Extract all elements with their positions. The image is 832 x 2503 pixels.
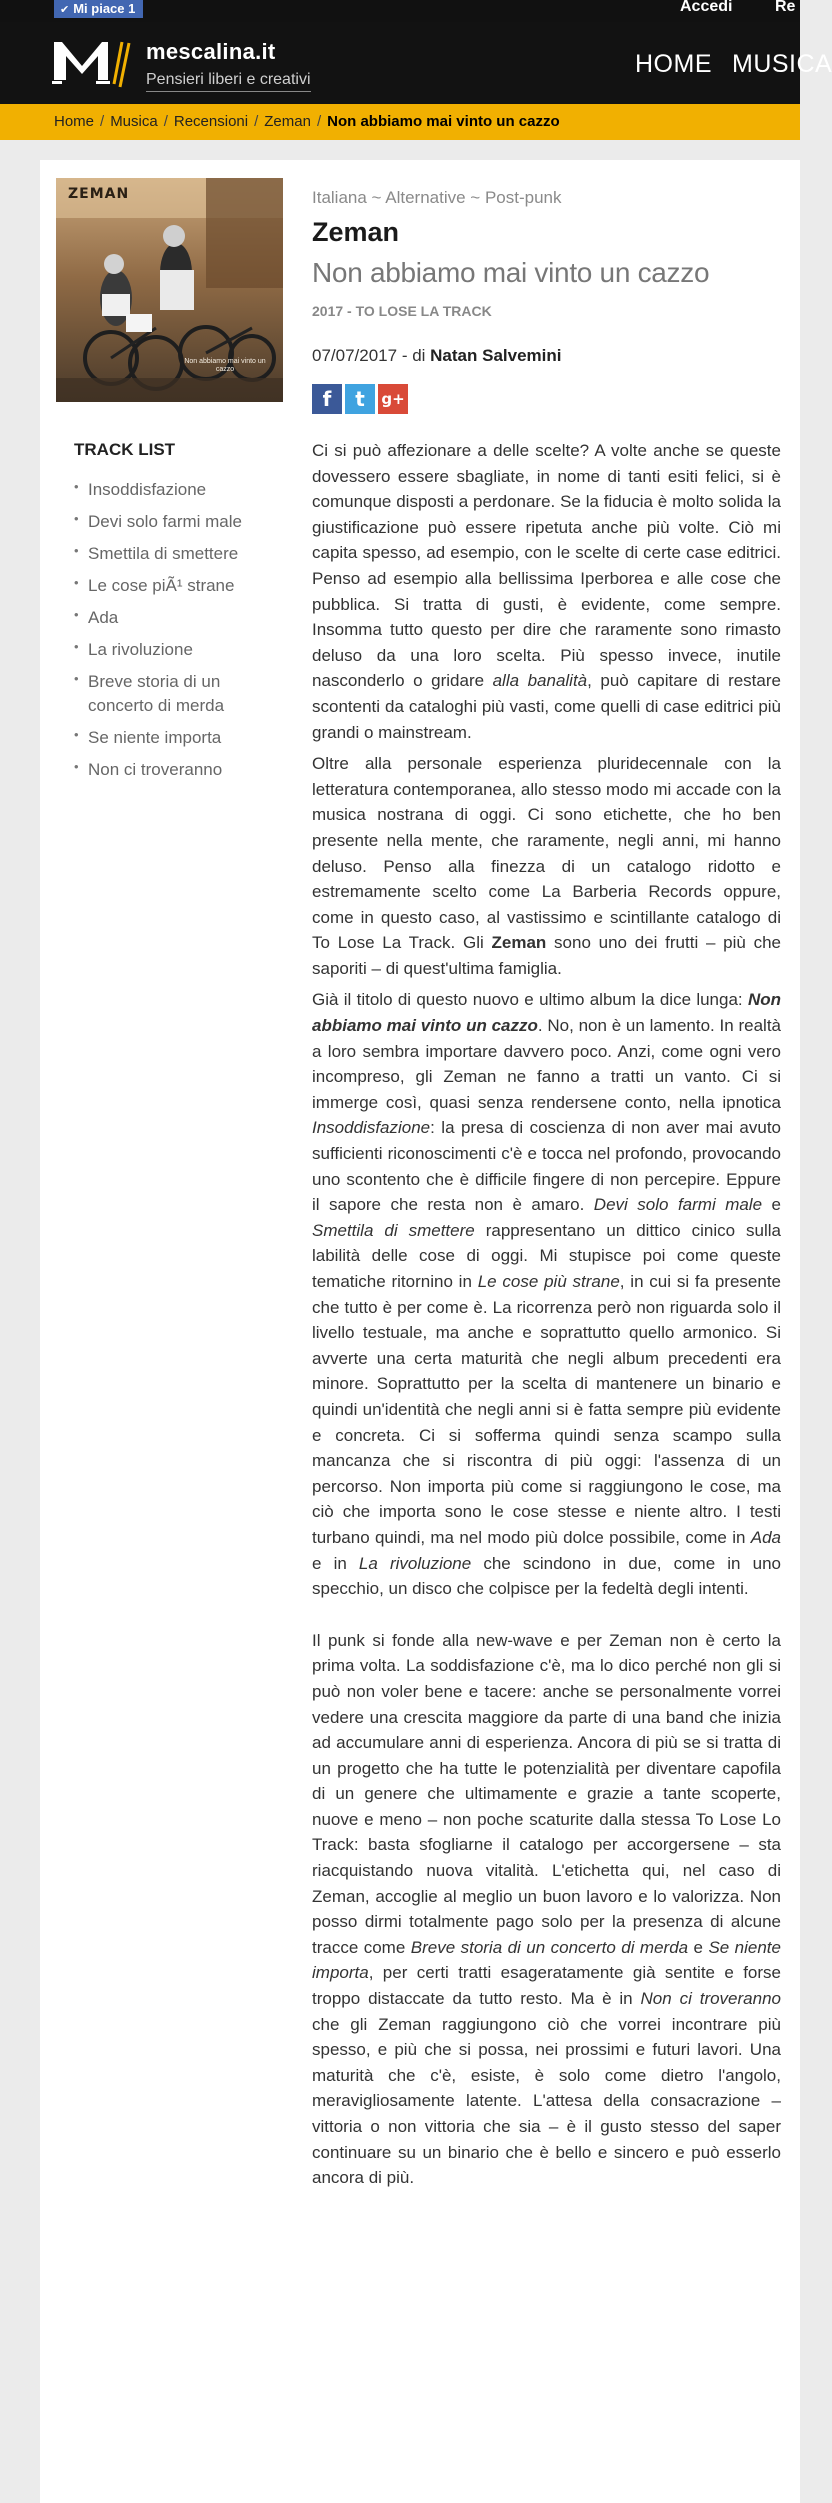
track-item[interactable]: • Breve storia di un concerto di merda [74, 670, 274, 718]
review-italic: Insoddisfazione [312, 1118, 431, 1138]
breadcrumb-separator: / [100, 113, 105, 130]
breadcrumb-separator: / [254, 113, 259, 130]
review-paragraph-4 [312, 1628, 781, 2191]
album-cover [56, 178, 283, 402]
album-title: Non abbiamo mai vinto un cazzo [312, 257, 710, 288]
review-text: : la presa di coscienza di non aver mai avuto sufficienti riconoscimenti c'è e tocca nel profondo, provocando uno scontento che è difficile fingere di non percepire. Eppure il sapore che resta non è amaro. [312, 1118, 781, 1215]
review-text: Ci si può affezionare a delle scelte? A volte anche se queste dovessero essere sbagliate, in nome di tanti esiti felici, si è comunque disposti a perdonare. Se la fiducia è molto solida la giustificazione può essere ripetuta anche più volte. Ciò mi capita spesso, ad esempio, con le scelte di certe case editrici. Penso ad esempio alla bellissima Iperborea e alle cose che pubblica. Si tratta di gusti, è evidente, come sempre. Insomma tutto questo per dire che raramente sono rimasto deluso da una loro scelta. Più spesso invece, inutile nasconderlo o gridare [312, 441, 781, 691]
site-header [0, 22, 832, 104]
breadcrumb-recensioni[interactable]: Recensioni [173, 113, 249, 130]
breadcrumb-bar [0, 104, 800, 140]
review-text: , per certi tratti esageratamente già sentite e forse troppo distaccate da tutto resto. Ma è in [312, 1963, 781, 2009]
review-italic: Breve storia di un concerto di merda [410, 1937, 689, 1957]
facebook-like-label: Mi piace 1 [73, 1, 136, 16]
review-italic: Ada [750, 1527, 781, 1547]
nav-home[interactable]: HOME [635, 50, 712, 78]
track-item[interactable]: • La rivoluzione [74, 638, 274, 662]
review-bold-italic: Non abbiamo mai vinto un cazzo [312, 990, 781, 1036]
review-text: rappresentano un dittico cinico sulla labilità delle cose di oggi. Mi stupisce poi come queste tematiche ritornino in [312, 1220, 781, 1291]
breadcrumb [54, 113, 560, 130]
gplus-share-icon[interactable]: g+ [378, 384, 408, 414]
cover-artist-text: ZEMAN [68, 186, 130, 202]
nav-musica[interactable]: MUSICA [732, 50, 832, 78]
breadcrumb-musica[interactable]: Musica [110, 113, 158, 130]
tracklist [74, 478, 274, 790]
review-text: , può capitare di restare scontenti da cataloghi più vasti, come quelli di case editrici più grandi o mainstream. [312, 671, 781, 742]
review-text: Oltre alla personale esperienza pluridecennale con la letteratura contemporanea, allo stesso modo mi accade con la musica nostrana di oggi. Ci sono etichette, che ho ben presente nella mente, che raramente, negli anni, mi hanno deluso. Penso alla finezza di un catalogo ridotto e estremamente scelto come La Barberia Records oppure, come in questo caso, al vastissimo e scintillante catalogo di To Lose La Track. Gli [312, 754, 781, 953]
review-text: sono uno dei frutti – più che saporiti – di quest'ultima famiglia. [312, 933, 782, 978]
review-text: che gli Zeman raggiungono ciò che vorrei incontrare più spesso, e più che si possa, nei prossimi e futuri lavori. Una maturità che c'è, esiste, è solo come dietro l'angolo, meravigliosamente latente. L'attesa della consacrazione – vittoria o non vittoria che sia – è il gusto stesso del saper continuare su un binario che è bello e sincero e può esserlo ancora di più. [312, 2014, 781, 2188]
track-item[interactable]: • Devi solo farmi male [74, 510, 274, 534]
breadcrumb-zeman[interactable]: Zeman [264, 113, 311, 130]
review-text: Il punk si fonde alla new-wave e per Zeman non è certo la prima volta. La soddisfazione c'è, ma lo dico perché non gli si può non voler bene e tacere: anche se personalmente vorrei vedere una crescita maggiore da parte di una band che inizia ad accumulare anni di esperienza. Ancora di più se si tratta di un progetto che ha tutte le potenzialità per diventare capofila di un genere che ultimamente e grazie a tante scoperte, nuove e meno – non poche scaturite dalla stessa To Lose Lo Track: basta sfogliarne il catalogo per accorgersene – sta riacquistando nuova vitalità. L'etichetta qui, nel caso di Zeman, accoglie al meglio un buon lavoro e lo valorizza. Non posso dirmi totalmente pago solo per la presenza di alcune tracce come [312, 1630, 781, 1957]
artist-name[interactable]: Zeman [312, 217, 400, 247]
breadcrumb-home[interactable]: Home [54, 113, 95, 130]
review-italic: alla banalità [492, 671, 588, 691]
site-name[interactable]: mescalina.it [146, 39, 276, 64]
review-text: Già il titolo di questo nuovo e ultimo album la dice lunga: [312, 990, 748, 1010]
date-separator: - di [397, 346, 431, 365]
facebook-share-icon[interactable]: f [312, 384, 342, 414]
review-date: 07/07/2017 [312, 346, 398, 365]
track-item[interactable]: • Insoddisfazione [74, 478, 274, 502]
share-buttons [312, 384, 411, 414]
facebook-like-button[interactable] [54, 0, 143, 18]
review-text: . No, non è un lamento. In realtà a loro sembra importare davvero poco. Anzi, come ogni vero incompreso, gli Zeman ne fanno a tratti un vanto. Ci si immerge così, quasi senza rendersene conto, nella ipnotica [312, 1016, 781, 1112]
date-author-line [312, 346, 561, 366]
review-text: , in cui si fa presente che tutto è per come è. La ricorrenza però non riguarda solo il livello testuale, ma anche e soprattutto quello armonico. Si avverte una certa maturità che negli album precedenti era minore. Soprattutto per la scelta di mantenere un binario e quindi un'identità che negli anni si è fatta sempre più evidente e concreta. Ci si sofferma quindi senza scampo sulla mancanza che si riscontra di più oggi: l'assenza di un percorso. Non importa più come si raggiungono le cose, ma ciò che importa sono le cose stesse e niente altro. I testi turbano quindi, ma nel modo più dolce possibile, come in [312, 1272, 781, 1547]
breadcrumb-separator: / [163, 113, 168, 130]
breadcrumb-current: Non abbiamo mai vinto un cazzo [327, 113, 560, 130]
review-italic: Se niente importa [312, 1937, 781, 1983]
review-italic: Non ci troveranno [640, 1989, 781, 2009]
site-tagline: Pensieri liberi e creativi [146, 71, 311, 92]
track-item[interactable]: • Smettila di smettere [74, 542, 274, 566]
review-italic: Devi solo farmi male [593, 1195, 763, 1215]
track-item[interactable]: • Non ci troveranno [74, 758, 274, 782]
review-paragraph-1 [312, 438, 781, 745]
review-paragraph-3 [312, 987, 781, 1601]
year-label: 2017 - TO LOSE LA TRACK [312, 303, 492, 319]
review-author[interactable]: Natan Salvemini [430, 346, 562, 365]
breadcrumb-separator: / [316, 113, 322, 130]
review-paragraph-2 [312, 751, 781, 981]
review-italic: La rivoluzione [358, 1553, 472, 1573]
track-item[interactable]: • Ada [74, 606, 274, 630]
thumbs-up-icon: ✔ [60, 4, 70, 16]
genre-line: Italiana ~ Alternative ~ Post-punk [312, 188, 562, 207]
tracklist-heading: TRACK LIST [74, 440, 176, 459]
review-text: e [762, 1195, 781, 1215]
login-link[interactable]: Accedi [680, 0, 733, 15]
register-link[interactable]: Re [775, 0, 796, 15]
top-bar [0, 0, 800, 22]
review-text: e [688, 1937, 709, 1957]
twitter-share-icon[interactable]: t [345, 384, 375, 414]
track-item[interactable]: • Le cose piÃ¹ strane [74, 574, 274, 598]
review-body [312, 438, 781, 2197]
review-italic: Le cose più strane [477, 1272, 620, 1291]
review-text: che scindono in due, come in uno specchio, un disco che colpisce per la fedeltà degli intenti. [312, 1553, 781, 1599]
review-italic: Smettila di smettere [312, 1220, 475, 1240]
logo-slash-icon [118, 42, 130, 88]
review-bold: Zeman [491, 933, 547, 953]
review-text: e in [312, 1553, 359, 1573]
site-logo-icon[interactable] [52, 36, 112, 86]
track-item[interactable]: • Se niente importa [74, 726, 274, 750]
cover-title-text: Non abbiamo mai vinto un cazzo [184, 358, 266, 373]
